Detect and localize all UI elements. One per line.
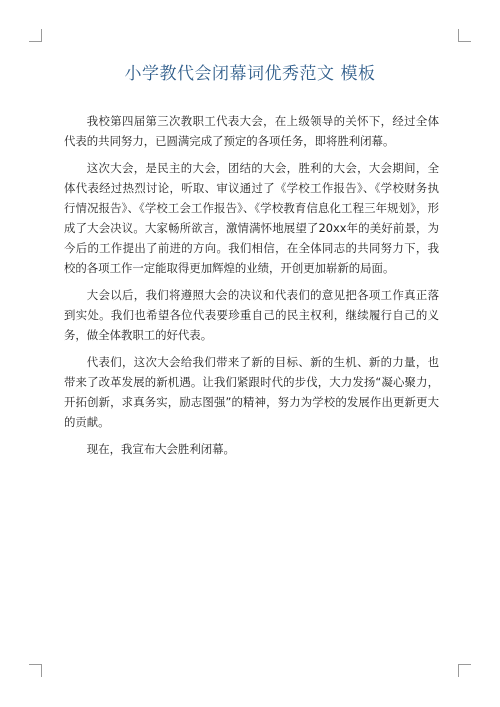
paragraph: 这次大会，是民主的大会，团结的大会，胜利的大会，大会期间，全体代表经过热烈讨论，听取、审议通过了《学校工作报告》、《学校财务执行情况报告》、《学校工会工作报告》、《学校教育信息化工程三年规划》，形成了大会决议。大家畅所欲言，激情满怀地展望了20xx年的美好前景，为今后的工作提出了前进的方向。我们相信，在全体同志的共同努力下，我校的各项工作一定能取得更加辉煌的业绩，开创更加崭新的局面。 xyxy=(64,161,439,275)
paragraph: 我校第四届第三次教职工代表大会，在上级领导的关怀下，经过全体代表的共同努力，已圆满完成了预定的各项任务，即将胜利闭幕。 xyxy=(64,114,439,148)
paragraph: 现在，我宣布大会胜利闭幕。 xyxy=(86,442,235,456)
paragraph: 代表们，这次大会给我们带来了新的目标、新的生机、新的力量，也带来了改革发展的新机遇。让我们紧跟时代的步伐，大力发扬“凝心聚力，开拓创新，求真务实，励志图强”的精神，努力为学校的发展作出更新更大的贡献。 xyxy=(64,355,439,429)
crop-mark-bottom-left xyxy=(29,664,42,677)
document-body xyxy=(64,111,439,466)
crop-mark-bottom-right xyxy=(458,664,471,677)
document-title: 小学教代会闭幕词优秀范文 模板 xyxy=(124,64,376,84)
crop-mark-top-left xyxy=(29,29,42,42)
crop-mark-top-right xyxy=(458,29,471,42)
paragraph: 大会以后，我们将遵照大会的决议和代表们的意见把各项工作真正落到实处。我们也希望各位代表要珍重自己的民主权利，继续履行自己的义务，做全体教职工的好代表。 xyxy=(64,288,439,342)
